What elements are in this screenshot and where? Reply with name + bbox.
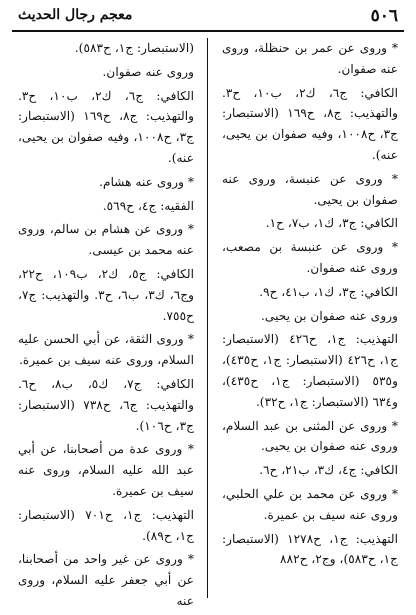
paragraph: * وروى عن المثنى بن عبد السلام، وروى عنه صفوان بن يحيى. bbox=[222, 418, 398, 454]
page-number: ٥٠٦ bbox=[370, 6, 398, 26]
paragraph: الكافي: ج٦، ك٢، ب١٠، ح٣. والتهذيب: ج٨، ح١٦٩ (الاستبصار: ج٣، ح١٠٠٨، وفيه صفوان بن يحيى، عنه). bbox=[222, 85, 398, 162]
paragraph: التهذيب: ج١، ح٤٢٦ (الاستبصار: ج١، ح٤٢٦ (الاستبصار: ج١، ح٤٣٥)، و٥٣٥ (الاستبصار: ج١، ح٤٣٥)، و٦٣٤ (الاستبصار: ج١، ح٣٢). bbox=[222, 332, 398, 409]
paragraph: * وروى عن عنبسة بن مصعب، وروى عنه صفوان. bbox=[222, 240, 398, 275]
paragraph: الكافي: ج٣، ك١، ب٧، ح١. bbox=[265, 216, 398, 231]
paragraph: وروى عنه صفوان بن يحيى. bbox=[261, 308, 398, 323]
header-rule bbox=[12, 30, 404, 32]
paragraph: * وروى عدة من أصحابنا، عن أبي عبد الله عليه السلام، وروى عنه سيف بن عميرة. bbox=[18, 442, 194, 498]
paragraph: (الاستبصار: ج١، ح٥٨٣). bbox=[74, 41, 194, 55]
right-column bbox=[222, 38, 398, 573]
paragraph: * وروى عن غير واحد من أصحابنا، عن أبي جعفر عليه السلام، وروى عنه bbox=[18, 552, 194, 608]
page-header bbox=[18, 6, 398, 30]
paragraph: * وروى الثقة، عن أبي الحسن عليه السلام، وروى عنه سيف بن عميرة. bbox=[18, 332, 194, 368]
paragraph: التهذيب: ج١، ح١٢٧٨ (الاستبصار: ج١، ح٥٨٣)، وج٢، ح٨٨٢ bbox=[222, 531, 398, 567]
paragraph: الكافي: ج٤، ك٣، ب٢١، ح٦. bbox=[259, 463, 398, 478]
paragraph: الكافي: ج٣، ك١، ب٤١، ح٩. bbox=[259, 284, 398, 299]
paragraph: * وروى عن عنبسة، وروى عنه صفوان بن يحيى. bbox=[222, 171, 398, 207]
paragraph: * وروى عن عمر بن حنظلة، وروى عنه صفوان. bbox=[222, 41, 398, 76]
left-column bbox=[18, 38, 194, 615]
running-title: معجم رجال الحديث bbox=[18, 7, 133, 23]
paragraph: التهذيب: ج١، ح٧٠١ (الاستبصار: ج١، ح٨٩). bbox=[18, 507, 194, 543]
paragraph: وروى عنه صفوان. bbox=[102, 64, 194, 79]
paragraph: * وروى عن هشام بن سالم، وروى عنه محمد بن عيسى. bbox=[18, 222, 194, 258]
paragraph: الكافي: ج٦، ك٢، ب١٠، ح٣. والتهذيب: ج٨، ح١٦٩ (الاستبصار: ج٣، ح١٠٠٨، وفيه صفوان بن يحيى، عنه). bbox=[18, 88, 194, 165]
paragraph: الكافي: ج٧، ك٥، ب٨، ح٦. والتهذيب: ج٦، ح٧٣٨ (الاستبصار: ج٣، ح١٠٦). bbox=[18, 376, 194, 433]
paragraph: الكافي: ج٥، ك٢، ب١٠٩، ح٢٢، وج٦، ك٣، ب٦، ح٣. والتهذيب: ج٧، ح٧٥٥. bbox=[18, 266, 195, 323]
paragraph: الفقيه: ج٤، ح٥٦٩. bbox=[102, 198, 194, 213]
paragraph: * وروى عن محمد بن علي الحلبي، وروى عنه سيف بن عميرة. bbox=[222, 486, 398, 522]
paragraph: * وروى عنه هشام. bbox=[99, 174, 194, 189]
column-divider bbox=[207, 38, 208, 598]
